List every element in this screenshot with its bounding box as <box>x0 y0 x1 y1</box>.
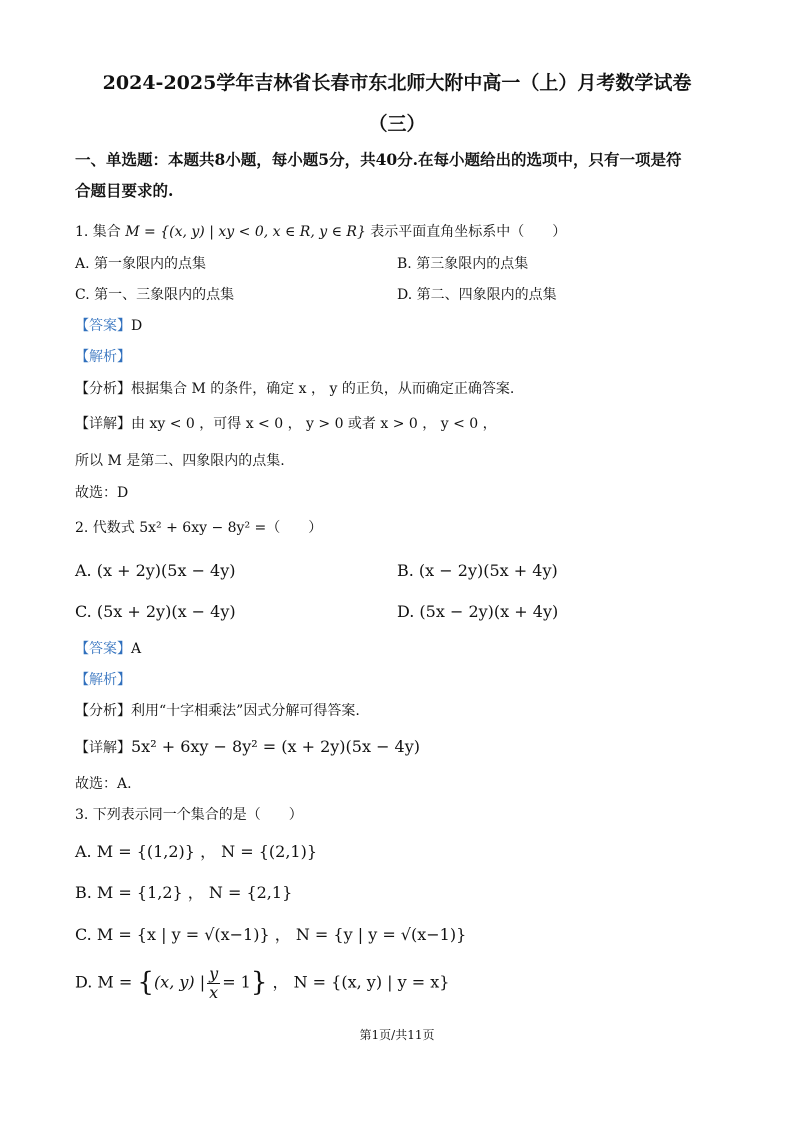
q2-option-a: A. (x + 2y)(5x − 4y) <box>75 561 236 580</box>
q1-option-a: A. 第一象限内的点集 <box>75 256 207 272</box>
fraction-denominator: x <box>209 982 219 1002</box>
q1-analysis-tag: 【解析】 <box>75 349 131 365</box>
page-footer: 第1页/共11页 <box>359 1028 435 1042</box>
section-heading-cont: 合题目要求的. <box>75 181 174 200</box>
section-heading: 一、单选题：本题共8小题，每小题5分，共40分.在每小题给出的选项中，只有一项是符 <box>75 150 682 169</box>
answer-value: A <box>131 641 142 657</box>
answer-tag: 【答案】 <box>75 641 131 657</box>
q3-d-suffix: ， N = {(x, y) | y = x} <box>267 972 450 992</box>
q3-option-a: A. M = {(1,2)} ， N = {(2,1)} <box>75 842 318 861</box>
xiangjie-tag: 【详解】 <box>75 740 131 756</box>
q1-fenxi <box>75 381 514 398</box>
question-1-stem <box>75 224 566 241</box>
q3-option-b: B. M = {1,2} ， N = {2,1} <box>75 883 293 902</box>
q3-d-fraction <box>207 965 220 1001</box>
q3-option-d <box>75 965 449 1001</box>
q2-answer <box>75 641 141 658</box>
q2-option-c: C. (5x + 2y)(x − 4y) <box>75 602 236 621</box>
answer-value: D <box>131 318 143 334</box>
q1-option-b: B. 第三象限内的点集 <box>397 256 529 272</box>
xiangjie-text: 5x² + 6xy − 8y² = (x + 2y)(5x − 4y) <box>131 737 421 756</box>
q1-answer <box>75 318 142 335</box>
q2-analysis-tag: 【解析】 <box>75 672 131 688</box>
q2-fenxi <box>75 703 360 720</box>
q3-d-prefix: D. M = <box>75 972 138 992</box>
q3-d-set-left: (x, y) | <box>153 972 206 992</box>
fenxi-text: 根据集合 M 的条件，确定 x ， y 的正负，从而确定正确答案. <box>131 381 515 397</box>
q1-suffix: 表示平面直角坐标系中（ ） <box>365 224 567 240</box>
q2-option-b: B. (x − 2y)(5x + 4y) <box>397 561 558 580</box>
question-2-stem: 2. 代数式 5x² + 6xy − 8y² =（ ） <box>75 520 323 536</box>
q2-choice: 故选：A. <box>75 776 132 792</box>
right-brace-glyph: } <box>250 967 268 998</box>
left-brace-glyph: { <box>137 967 154 998</box>
q1-xiangjie <box>75 416 497 433</box>
q1-option-c: C. 第一、三象限内的点集 <box>75 287 235 303</box>
q1-set-expression: M = {(x, y) | xy < 0, x ∈ R, y ∈ R} <box>125 224 366 240</box>
fenxi-text: 利用“十字相乘法”因式分解可得答案. <box>131 703 360 719</box>
q3-d-set-right: = 1 <box>222 972 251 992</box>
fenxi-tag: 【分析】 <box>75 381 131 397</box>
document-title: 2024-2025学年吉林省长春市东北师大附中高一（上）月考数学试卷 <box>102 72 692 94</box>
q2-xiangjie <box>75 737 420 757</box>
q1-prefix: 1. 集合 <box>75 224 126 240</box>
document-title-sub: （三） <box>368 113 426 135</box>
q1-option-d: D. 第二、四象限内的点集 <box>397 287 557 303</box>
xiangjie-tag: 【详解】 <box>75 416 131 432</box>
xiangjie-text: 由 xy < 0 ，可得 x < 0 ， y > 0 或者 x > 0 ， y < 0 ， <box>131 416 497 432</box>
q2-option-d: D. (5x − 2y)(x + 4y) <box>397 602 559 621</box>
q1-choice: 故选：D <box>75 485 129 501</box>
fenxi-tag: 【分析】 <box>75 703 131 719</box>
question-3-stem: 3. 下列表示同一个集合的是（ ） <box>75 807 303 823</box>
fraction-numerator: y <box>209 964 219 983</box>
q3-option-c: C. M = {x | y = √(x−1)} ， N = {y | y = √(x−1)} <box>75 925 467 944</box>
q1-xiangjie-cont: 所以 M 是第二、四象限内的点集. <box>75 453 285 469</box>
answer-tag: 【答案】 <box>75 318 131 334</box>
